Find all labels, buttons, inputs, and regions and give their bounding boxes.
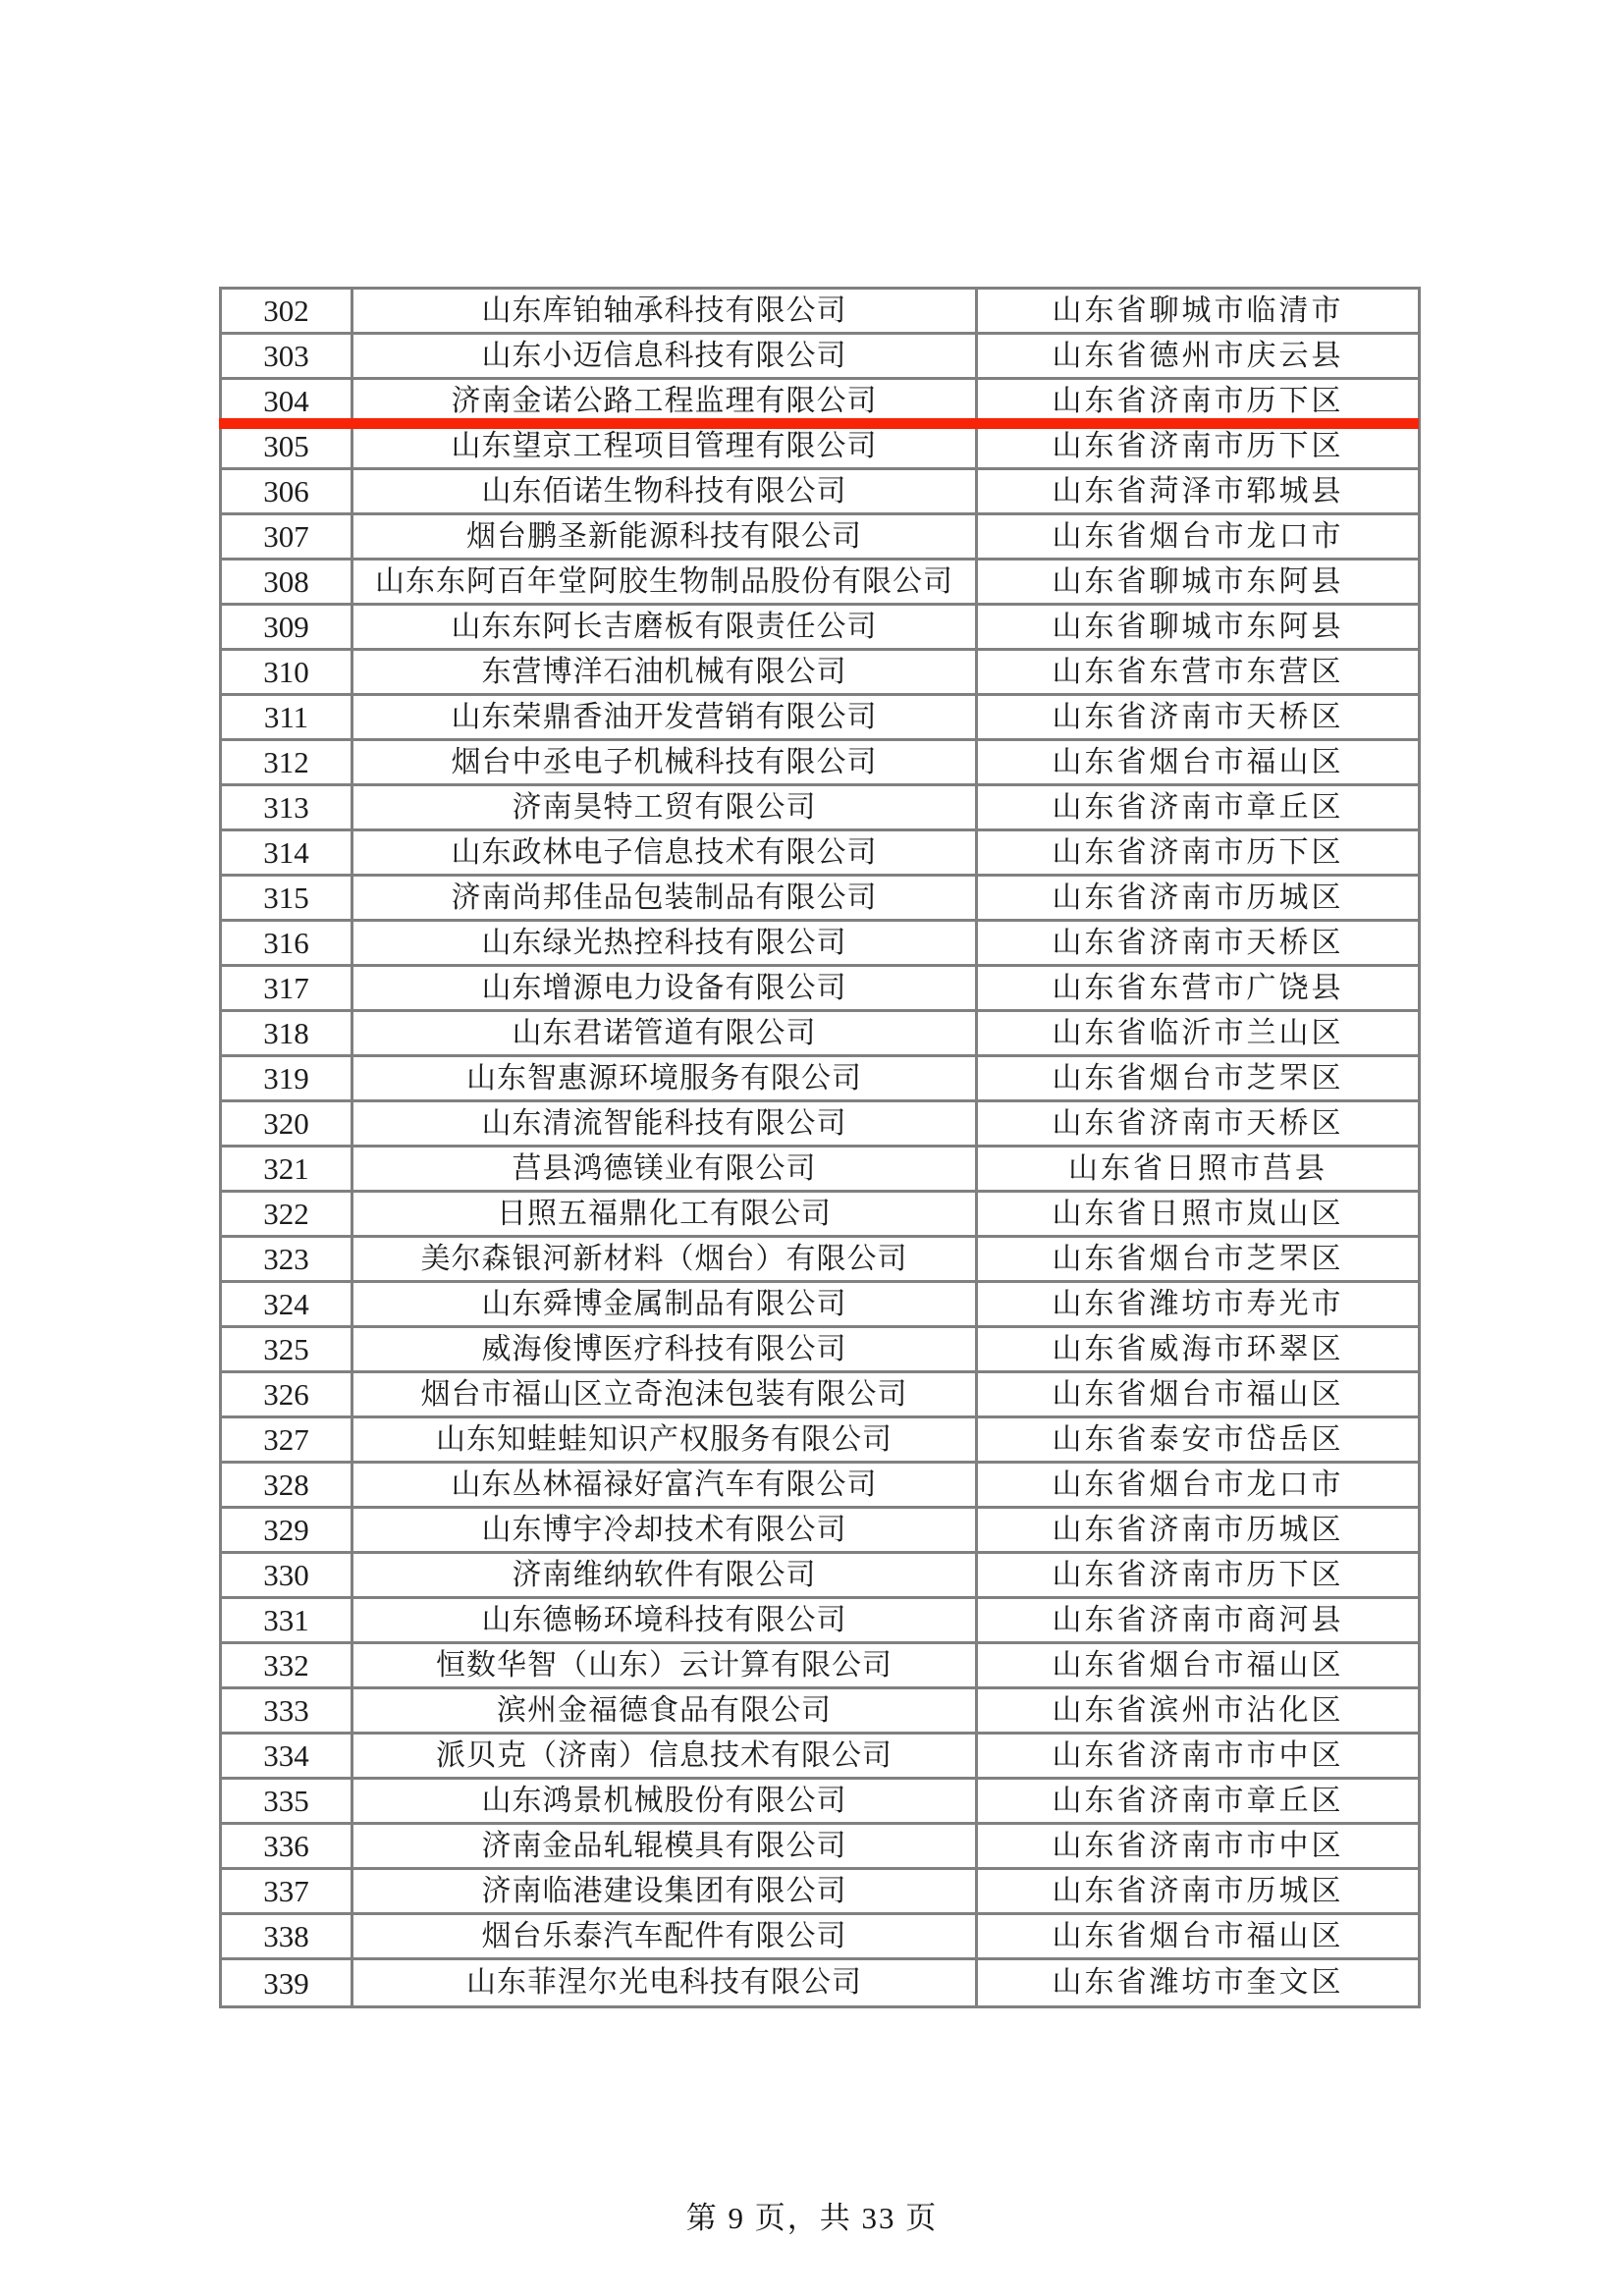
location-cell: 山东省滨州市沾化区 [1052, 1693, 1344, 1727]
company-name-cell: 山东东阿长吉磨板有限责任公司 [353, 606, 978, 648]
row-number-cell: 308 [222, 561, 353, 603]
company-name-cell: 山东荣鼎香油开发营销有限公司 [353, 696, 978, 738]
company-name-cell: 滨州金福德食品有限公司 [353, 1689, 978, 1732]
company-name-cell: 山东德畅环境科技有限公司 [353, 1599, 978, 1641]
page-footer: 第 9 页，共 33 页 [685, 2201, 939, 2235]
row-number-cell: 334 [222, 1735, 353, 1777]
company-name-cell: 山东小迈信息科技有限公司 [353, 335, 978, 377]
table-row [222, 1057, 1418, 1102]
location-cell: 山东省烟台市龙口市 [1052, 1468, 1344, 1501]
location-cell: 山东省济南市历城区 [1052, 1874, 1344, 1907]
company-name-cell: 美尔森银河新材料（烟台）有限公司 [353, 1238, 978, 1280]
company-name-cell: 山东望京工程项目管理有限公司 [353, 425, 978, 467]
row-number-cell: 314 [222, 831, 353, 874]
company-name-cell: 威海俊博医疗科技有限公司 [353, 1328, 978, 1370]
company-name-cell: 山东政林电子信息技术有限公司 [353, 831, 978, 874]
table-row [222, 1825, 1418, 1870]
table-row [222, 1599, 1418, 1644]
table-row [222, 1464, 1418, 1509]
company-name-cell: 山东增源电力设备有限公司 [353, 967, 978, 1009]
location-cell: 山东省济南市天桥区 [1052, 1106, 1344, 1140]
location-cell: 山东省聊城市东阿县 [1052, 610, 1344, 643]
location-cell: 山东省烟台市福山区 [1052, 1377, 1344, 1411]
location-cell: 山东省聊城市临清市 [1052, 294, 1344, 327]
row-number-cell: 305 [222, 425, 353, 467]
row-number-cell: 335 [222, 1780, 353, 1822]
row-number-cell: 338 [222, 1915, 353, 1957]
location-cell: 山东省烟台市福山区 [1052, 1648, 1344, 1682]
table-row [222, 1644, 1418, 1689]
table-row [222, 470, 1418, 515]
table-row [222, 515, 1418, 561]
row-number-cell: 313 [222, 786, 353, 828]
row-number-cell: 320 [222, 1102, 353, 1145]
table-row [222, 1328, 1418, 1373]
row-number-cell: 309 [222, 606, 353, 648]
company-name-cell: 派贝克（济南）信息技术有限公司 [353, 1735, 978, 1777]
row-number-cell: 336 [222, 1825, 353, 1867]
table-row [222, 1012, 1418, 1057]
company-name-cell: 济南尚邦佳品包装制品有限公司 [353, 877, 978, 919]
row-number-cell: 325 [222, 1328, 353, 1370]
row-number-cell: 333 [222, 1689, 353, 1732]
row-number-cell: 321 [222, 1148, 353, 1190]
row-number-cell: 306 [222, 470, 353, 512]
location-cell: 山东省烟台市芝罘区 [1052, 1061, 1344, 1095]
table-row [222, 1102, 1418, 1148]
company-name-cell: 山东绿光热控科技有限公司 [353, 922, 978, 964]
row-number-cell: 330 [222, 1554, 353, 1596]
company-name-cell: 山东佰诺生物科技有限公司 [353, 470, 978, 512]
location-cell: 山东省德州市庆云县 [1052, 339, 1344, 372]
company-name-cell: 济南金品轧辊模具有限公司 [353, 1825, 978, 1867]
table-row [222, 335, 1418, 380]
row-number-cell: 332 [222, 1644, 353, 1686]
row-number-cell: 312 [222, 741, 353, 783]
row-number-cell: 337 [222, 1870, 353, 1912]
table-row [222, 1915, 1418, 1960]
row-number-cell: 339 [222, 1960, 353, 2005]
company-name-cell: 山东舜博金属制品有限公司 [353, 1283, 978, 1325]
table-row [222, 425, 1418, 470]
table-row [222, 1418, 1418, 1464]
table-row [222, 1373, 1418, 1418]
company-name-cell: 山东智惠源环境服务有限公司 [353, 1057, 978, 1099]
table-row [222, 606, 1418, 651]
row-number-cell: 328 [222, 1464, 353, 1506]
table-row [222, 290, 1418, 335]
row-number-cell: 324 [222, 1283, 353, 1325]
table-row [222, 651, 1418, 696]
location-cell: 山东省济南市商河县 [1052, 1603, 1344, 1636]
location-cell: 山东省烟台市福山区 [1052, 745, 1344, 778]
location-cell: 山东省烟台市福山区 [1052, 1919, 1344, 1952]
company-name-cell: 济南昊特工贸有限公司 [353, 786, 978, 828]
company-name-cell: 山东丛林福禄好富汽车有限公司 [353, 1464, 978, 1506]
company-name-cell: 山东东阿百年堂阿胶生物制品股份有限公司 [353, 561, 978, 603]
company-name-cell: 山东鸿景机械股份有限公司 [353, 1780, 978, 1822]
company-name-cell: 山东君诺管道有限公司 [353, 1012, 978, 1054]
company-name-cell: 山东博宇冷却技术有限公司 [353, 1509, 978, 1551]
company-name-cell: 烟台鹏圣新能源科技有限公司 [353, 515, 978, 558]
location-cell: 山东省济南市市中区 [1052, 1738, 1344, 1772]
location-cell: 山东省济南市历城区 [1052, 881, 1344, 914]
location-cell: 山东省济南市历下区 [1052, 429, 1344, 462]
company-name-cell: 山东清流智能科技有限公司 [353, 1102, 978, 1145]
row-number-cell: 311 [222, 696, 353, 738]
location-cell: 山东省济南市章丘区 [1052, 790, 1344, 824]
table-row [222, 1554, 1418, 1599]
location-cell: 山东省烟台市龙口市 [1052, 519, 1344, 553]
row-number-cell: 302 [222, 290, 353, 332]
table-row [222, 1193, 1418, 1238]
table-row [222, 1148, 1418, 1193]
company-name-cell: 日照五福鼎化工有限公司 [353, 1193, 978, 1235]
location-cell: 山东省济南市天桥区 [1052, 926, 1344, 959]
location-cell: 山东省潍坊市奎文区 [1052, 1966, 1344, 1999]
location-cell: 山东省临沂市兰山区 [1052, 1016, 1344, 1049]
row-number-cell: 304 [222, 380, 353, 422]
location-cell: 山东省东营市东营区 [1052, 655, 1344, 688]
company-name-cell: 东营博洋石油机械有限公司 [353, 651, 978, 693]
table-row [222, 1689, 1418, 1735]
company-name-cell: 烟台市福山区立奇泡沫包装有限公司 [353, 1373, 978, 1415]
table-row [222, 967, 1418, 1012]
company-name-cell: 济南金诺公路工程监理有限公司 [353, 380, 978, 422]
table-row [222, 786, 1418, 831]
row-number-cell: 326 [222, 1373, 353, 1415]
table-row [222, 922, 1418, 967]
location-cell: 山东省日照市莒县 [1068, 1151, 1327, 1185]
location-cell: 山东省潍坊市寿光市 [1052, 1287, 1344, 1320]
row-number-cell: 319 [222, 1057, 353, 1099]
location-cell: 山东省济南市历下区 [1052, 1558, 1344, 1591]
location-cell: 山东省威海市环翠区 [1052, 1332, 1344, 1365]
location-cell: 山东省聊城市东阿县 [1052, 564, 1344, 598]
row-number-cell: 318 [222, 1012, 353, 1054]
company-name-cell: 烟台中丞电子机械科技有限公司 [353, 741, 978, 783]
company-name-cell: 山东知蛙蛙知识产权服务有限公司 [353, 1418, 978, 1461]
row-number-cell: 327 [222, 1418, 353, 1461]
table-row [222, 1238, 1418, 1283]
table-row [222, 831, 1418, 877]
table-row [222, 877, 1418, 922]
location-cell: 山东省烟台市芝罘区 [1052, 1242, 1344, 1275]
row-number-cell: 307 [222, 515, 353, 558]
row-number-cell: 315 [222, 877, 353, 919]
table-row [222, 696, 1418, 741]
table-row [222, 1780, 1418, 1825]
location-cell: 山东省济南市天桥区 [1052, 700, 1344, 733]
company-name-cell: 济南维纳软件有限公司 [353, 1554, 978, 1596]
row-number-cell: 316 [222, 922, 353, 964]
table-row [222, 1509, 1418, 1554]
row-number-cell: 322 [222, 1193, 353, 1235]
row-number-cell: 303 [222, 335, 353, 377]
row-number-cell: 331 [222, 1599, 353, 1641]
location-cell: 山东省济南市市中区 [1052, 1829, 1344, 1862]
row-number-cell: 310 [222, 651, 353, 693]
row-number-cell: 317 [222, 967, 353, 1009]
location-cell: 山东省菏泽市郓城县 [1052, 474, 1344, 507]
location-cell: 山东省济南市历城区 [1052, 1513, 1344, 1546]
company-name-cell: 莒县鸿德镁业有限公司 [353, 1148, 978, 1190]
table-row [222, 1960, 1418, 2005]
table-row [222, 1283, 1418, 1328]
table-row [222, 1870, 1418, 1915]
company-list-table [219, 287, 1421, 2008]
table-row [222, 741, 1418, 786]
table-row [222, 561, 1418, 606]
location-cell: 山东省日照市岚山区 [1052, 1197, 1344, 1230]
table-row [222, 1735, 1418, 1780]
company-name-cell: 烟台乐泰汽车配件有限公司 [353, 1915, 978, 1957]
row-number-cell: 329 [222, 1509, 353, 1551]
location-cell: 山东省济南市历下区 [1052, 835, 1344, 869]
company-name-cell: 山东库铂轴承科技有限公司 [353, 290, 978, 332]
company-name-cell: 山东菲涅尔光电科技有限公司 [353, 1960, 978, 2005]
location-cell: 山东省东营市广饶县 [1052, 971, 1344, 1004]
row-number-cell: 323 [222, 1238, 353, 1280]
company-name-cell: 恒数华智（山东）云计算有限公司 [353, 1644, 978, 1686]
company-name-cell: 济南临港建设集团有限公司 [353, 1870, 978, 1912]
highlight-underline [219, 418, 1419, 429]
location-cell: 山东省济南市章丘区 [1052, 1784, 1344, 1817]
location-cell: 山东省济南市历下区 [1052, 384, 1344, 417]
location-cell: 山东省泰安市岱岳区 [1052, 1422, 1344, 1456]
